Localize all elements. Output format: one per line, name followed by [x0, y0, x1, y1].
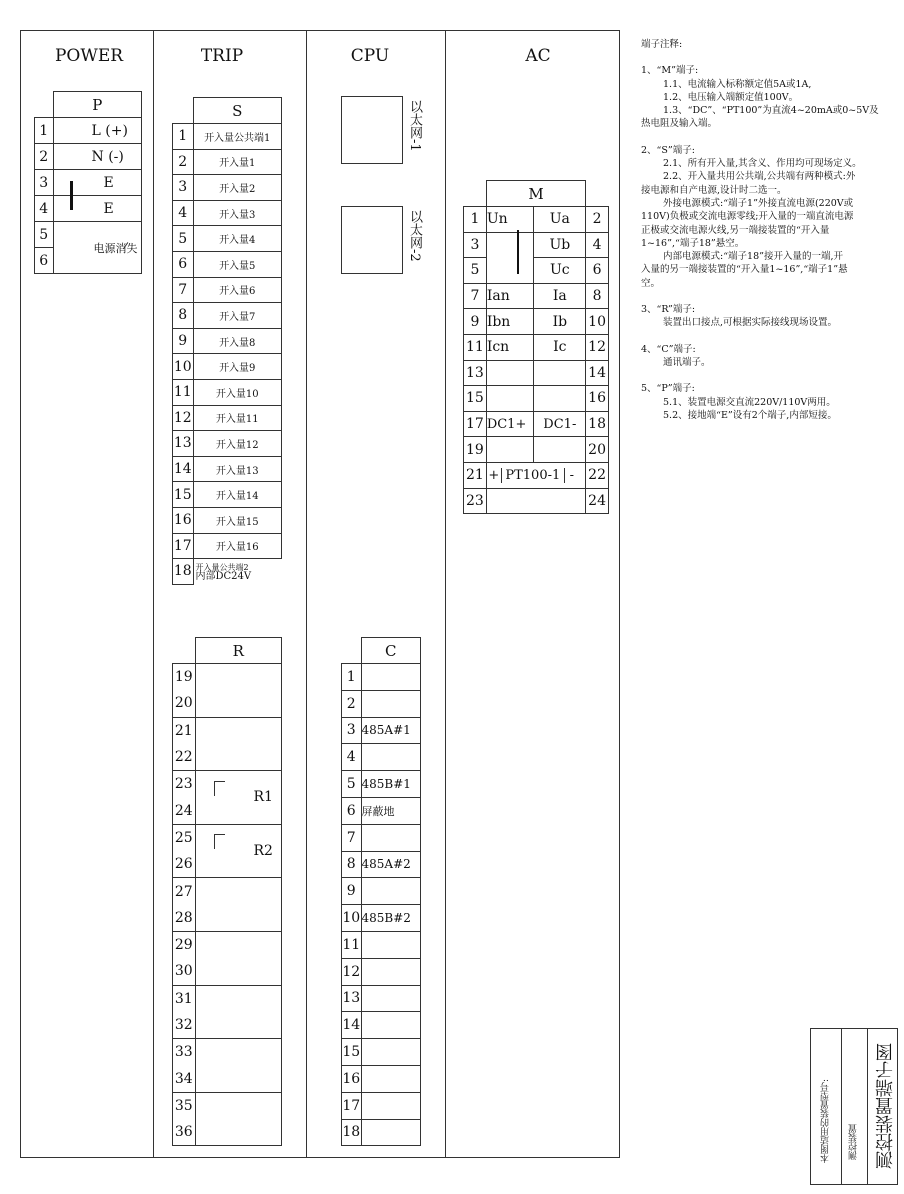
note-line: 5、“P”端子:	[641, 383, 695, 395]
drawing-title: 测控装置端子图	[875, 1043, 896, 1169]
terminal-number: 10	[342, 905, 362, 932]
terminal-label: 开入量16	[193, 533, 282, 559]
terminal-label: 开入量1	[193, 149, 282, 175]
terminal-label	[361, 824, 421, 851]
terminal-number: 26	[173, 851, 196, 878]
note-line: 4、“C”端子:	[641, 343, 696, 355]
terminal-number: 10	[173, 354, 194, 380]
note-line: 空。	[641, 277, 661, 289]
terminal-number: 33	[173, 1039, 196, 1066]
terminal-number: 13	[464, 360, 487, 386]
r-block-header: R	[195, 638, 282, 664]
terminal-number: 4	[173, 200, 194, 226]
terminal-label: Ibn	[486, 309, 534, 335]
terminal-label: 开入量7	[193, 303, 282, 329]
note-line	[641, 369, 891, 382]
ethernet-port-1-label: 以太网-1	[407, 100, 422, 152]
terminal-label: 开入量2	[193, 175, 282, 201]
terminal-number: 31	[173, 985, 196, 1012]
terminal-number: 9	[342, 878, 362, 905]
terminal-number: 15	[342, 1039, 362, 1066]
applicable-model-label: 本图适用的装置型号:	[821, 1079, 831, 1164]
column-divider	[306, 30, 307, 1158]
terminal-number: 19	[464, 437, 487, 463]
note-line	[641, 290, 891, 303]
terminal-label: 485A#1	[361, 717, 421, 744]
voltage-neutral-link	[517, 230, 519, 274]
terminal-number: 9	[173, 328, 194, 354]
terminal-label	[361, 958, 421, 985]
terminal-label-line1: 开入量公共端2	[195, 562, 249, 572]
terminal-number: 13	[342, 985, 362, 1012]
terminal-label	[361, 1012, 421, 1039]
terminal-label: Ia	[534, 283, 586, 309]
terminal-label: L (+)	[53, 118, 142, 144]
note-line: 装置出口接点,可根据实际接线现场设置。	[663, 317, 838, 329]
terminal-label	[534, 386, 586, 412]
terminal-number: 16	[173, 507, 194, 533]
column-divider	[445, 30, 446, 1158]
terminal-label	[361, 1092, 421, 1119]
terminal-label: 开入量4	[193, 226, 282, 252]
relay-label-r2: R2	[195, 824, 282, 878]
notes-title: 端子注释:	[641, 39, 683, 50]
terminal-label	[361, 1065, 421, 1092]
terminal-number: 18	[173, 559, 194, 585]
terminal-number: 21	[173, 717, 196, 744]
terminal-number: 4	[342, 744, 362, 771]
terminal-number: 1	[464, 207, 487, 233]
r-terminal-block	[172, 637, 282, 1146]
terminal-label	[486, 232, 534, 258]
m-terminal-block	[463, 180, 609, 514]
terminal-label: 屏蔽地	[361, 797, 421, 824]
terminal-number: 22	[586, 462, 609, 488]
terminal-label: 开入量10	[193, 379, 282, 405]
terminal-notes	[641, 38, 891, 422]
note-line: 110V)负极或交流电源零线;开入量的一端直流电源	[641, 211, 854, 223]
terminal-number: 8	[586, 283, 609, 309]
terminal-label: 开入量15	[193, 507, 282, 533]
terminal-number: 10	[586, 309, 609, 335]
terminal-number: 20	[173, 690, 196, 717]
terminal-label: 开入量11	[193, 405, 282, 431]
terminal-number: 6	[342, 797, 362, 824]
terminal-number: 19	[173, 664, 196, 691]
note-line: 2、“S”端子:	[641, 144, 695, 156]
terminal-number: 11	[342, 931, 362, 958]
terminal-number: 23	[173, 771, 196, 798]
terminal-label	[361, 1039, 421, 1066]
device-name: 测控装置	[849, 1124, 859, 1160]
terminal-number: 5	[35, 222, 54, 248]
terminal-label	[361, 931, 421, 958]
terminal-number: 2	[173, 149, 194, 175]
terminal-label: 开入量公共端1	[193, 124, 282, 150]
terminal-label: 开入量13	[193, 456, 282, 482]
terminal-label: Ic	[534, 334, 586, 360]
terminal-number: 11	[464, 334, 487, 360]
terminal-number: 2	[342, 690, 362, 717]
terminal-number: 8	[173, 303, 194, 329]
terminal-number: 15	[464, 386, 487, 412]
terminal-label: 开入量5	[193, 251, 282, 277]
note-line: 1~16”,“端子18”悬空。	[641, 237, 745, 249]
pt100-label: PT100-1	[502, 468, 565, 483]
title-block-cell	[841, 1029, 868, 1184]
relay-contact-symbol	[214, 781, 225, 796]
note-line: 2.1、所有开入量,其含义、作用均可现场定义。	[663, 158, 862, 170]
terminal-number: 15	[173, 482, 194, 508]
terminal-number: 14	[342, 1012, 362, 1039]
terminal-label: 开入量12	[193, 431, 282, 457]
terminal-label: 485B#1	[361, 771, 421, 798]
terminal-number: 14	[586, 360, 609, 386]
relay-label-r1: R1	[195, 771, 282, 825]
terminal-number: 5	[173, 226, 194, 252]
terminal-number: 11	[173, 379, 194, 405]
note-line: 5.1、装置电源交直流220V/110V两用。	[663, 396, 836, 408]
terminal-label	[486, 437, 534, 463]
terminal-number: 20	[586, 437, 609, 463]
terminal-label-line2: 内部DC24V	[195, 570, 252, 582]
note-line: 1.3、“DC”、“PT100”为直流4~20mA或0~5V及	[663, 105, 879, 117]
terminal-number: 7	[342, 824, 362, 851]
terminal-number: 3	[342, 717, 362, 744]
power-loss-contact-label: 电源消失	[53, 222, 142, 274]
note-line: 3、“R”端子:	[641, 304, 696, 316]
note-line: 通讯端子。	[663, 356, 711, 368]
terminal-label: Icn	[486, 334, 534, 360]
terminal-number: 12	[586, 334, 609, 360]
section-title-power: POWER	[54, 46, 124, 66]
terminal-number: 1	[173, 124, 194, 150]
terminal-number: 16	[342, 1065, 362, 1092]
c-block-header: C	[361, 638, 421, 664]
relay-contact-symbol	[214, 834, 225, 849]
terminal-number: 13	[173, 431, 194, 457]
terminal-number: 18	[586, 411, 609, 437]
terminal-label: 开入量8	[193, 328, 282, 354]
terminal-number: 36	[173, 1119, 196, 1146]
terminal-label	[361, 690, 421, 717]
terminal-label: 开入量3	[193, 200, 282, 226]
note-line: 2.2、开入量共用公共端,公共端有两种模式:外	[663, 171, 856, 183]
note-line	[641, 330, 891, 343]
terminal-number: 1	[342, 664, 362, 691]
ground-bar-symbol	[70, 181, 73, 210]
s-block-header: S	[193, 98, 282, 124]
pt100-terminal-label	[486, 462, 585, 488]
terminal-label	[361, 1119, 421, 1146]
terminal-label	[361, 664, 421, 691]
terminal-number: 6	[586, 258, 609, 284]
note-line	[641, 131, 891, 144]
terminal-number: 14	[173, 456, 194, 482]
terminal-label: 开入量6	[193, 277, 282, 303]
terminal-number: 17	[173, 533, 194, 559]
terminal-label: Ian	[486, 283, 534, 309]
terminal-label: 485B#2	[361, 905, 421, 932]
terminal-label	[486, 360, 534, 386]
terminal-number: 5	[342, 771, 362, 798]
column-divider	[153, 30, 154, 1158]
section-title-ac: AC	[525, 46, 551, 66]
power-block-header: P	[53, 92, 142, 118]
terminal-number: 18	[342, 1119, 362, 1146]
terminal-number: 4	[586, 232, 609, 258]
note-line: 5.2、接地端“E”设有2个端子,内部短接。	[663, 409, 837, 421]
terminal-label: Ub	[534, 232, 586, 258]
terminal-label	[361, 878, 421, 905]
terminal-label	[486, 386, 534, 412]
terminal-number: 23	[464, 488, 487, 514]
section-title-trip: TRIP	[200, 46, 244, 66]
note-line: 热电阻及输入端。	[641, 118, 718, 130]
terminal-number: 12	[342, 958, 362, 985]
pt100-plus: +	[487, 468, 502, 483]
terminal-number: 2	[586, 207, 609, 233]
terminal-number: 8	[342, 851, 362, 878]
terminal-label	[534, 360, 586, 386]
note-line: 接电源和自产电源,设计时二选一。	[641, 184, 787, 196]
terminal-label	[361, 744, 421, 771]
terminal-label	[361, 985, 421, 1012]
terminal-label: Uc	[534, 258, 586, 284]
terminal-number: 3	[173, 175, 194, 201]
terminal-number: 28	[173, 905, 196, 932]
section-title-cpu: CPU	[350, 46, 390, 66]
note-line: 入量的另一端接装置的“开入量1~16”,“端子1”悬	[641, 264, 848, 276]
terminal-label: Ua	[534, 207, 586, 233]
terminal-label	[486, 258, 534, 284]
terminal-number: 35	[173, 1092, 196, 1119]
terminal-number: 5	[464, 258, 487, 284]
terminal-label: Ib	[534, 309, 586, 335]
terminal-number: 24	[173, 797, 196, 824]
terminal-label	[193, 559, 282, 585]
s-terminal-block	[172, 97, 282, 585]
terminal-number: 6	[173, 251, 194, 277]
terminal-number: 30	[173, 958, 196, 985]
note-line: 1.1、电流输入标称额定值5A或1A,	[663, 78, 812, 90]
terminal-number: 34	[173, 1065, 196, 1092]
terminal-number: 7	[464, 283, 487, 309]
terminal-label	[534, 437, 586, 463]
terminal-number: 29	[173, 931, 196, 958]
terminal-number: 17	[342, 1092, 362, 1119]
terminal-number: 32	[173, 1012, 196, 1039]
terminal-label: DC1-	[534, 411, 586, 437]
ethernet-port-2	[341, 206, 403, 274]
terminal-label: 开入量14	[193, 482, 282, 508]
note-line: 外接电源模式:“端子1”外接直流电源(220V或	[663, 197, 854, 209]
terminal-number: 21	[464, 462, 487, 488]
terminal-number: 2	[35, 144, 54, 170]
terminal-number: 17	[464, 411, 487, 437]
terminal-label: N (-)	[53, 144, 142, 170]
terminal-label: 485A#2	[361, 851, 421, 878]
terminal-number: 16	[586, 386, 609, 412]
m-block-header: M	[486, 181, 585, 207]
terminal-label: 开入量9	[193, 354, 282, 380]
terminal-number: 3	[464, 232, 487, 258]
terminal-label: E	[53, 170, 142, 196]
notes-lines	[641, 64, 891, 422]
pt100-minus: -	[569, 467, 575, 483]
terminal-number: 1	[35, 118, 54, 144]
c-terminal-block	[341, 637, 421, 1146]
terminal-number: 22	[173, 744, 196, 771]
terminal-number: 6	[35, 248, 54, 274]
note-line: 正极或交流电源火线,另一端接装置的“开入量	[641, 224, 830, 236]
terminal-number: 12	[173, 405, 194, 431]
title-block	[810, 1028, 898, 1185]
note-line: 内部电源模式:“端子18”接开入量的一端,开	[663, 251, 844, 263]
ethernet-port-2-label: 以太网-2	[407, 210, 422, 262]
note-line: 1、“M”端子:	[641, 65, 699, 77]
terminal-label: Un	[486, 207, 534, 233]
terminal-label: DC1+	[486, 411, 534, 437]
terminal-number: 9	[464, 309, 487, 335]
terminal-number: 3	[35, 170, 54, 196]
terminal-number: 7	[173, 277, 194, 303]
terminal-number: 25	[173, 824, 196, 851]
terminal-label: E	[53, 196, 142, 222]
ethernet-port-1	[341, 96, 403, 164]
terminal-number: 27	[173, 878, 196, 905]
terminal-number: 24	[586, 488, 609, 514]
terminal-number: 4	[35, 196, 54, 222]
note-line: 1.2、电压输入端额定值100V。	[663, 91, 799, 103]
